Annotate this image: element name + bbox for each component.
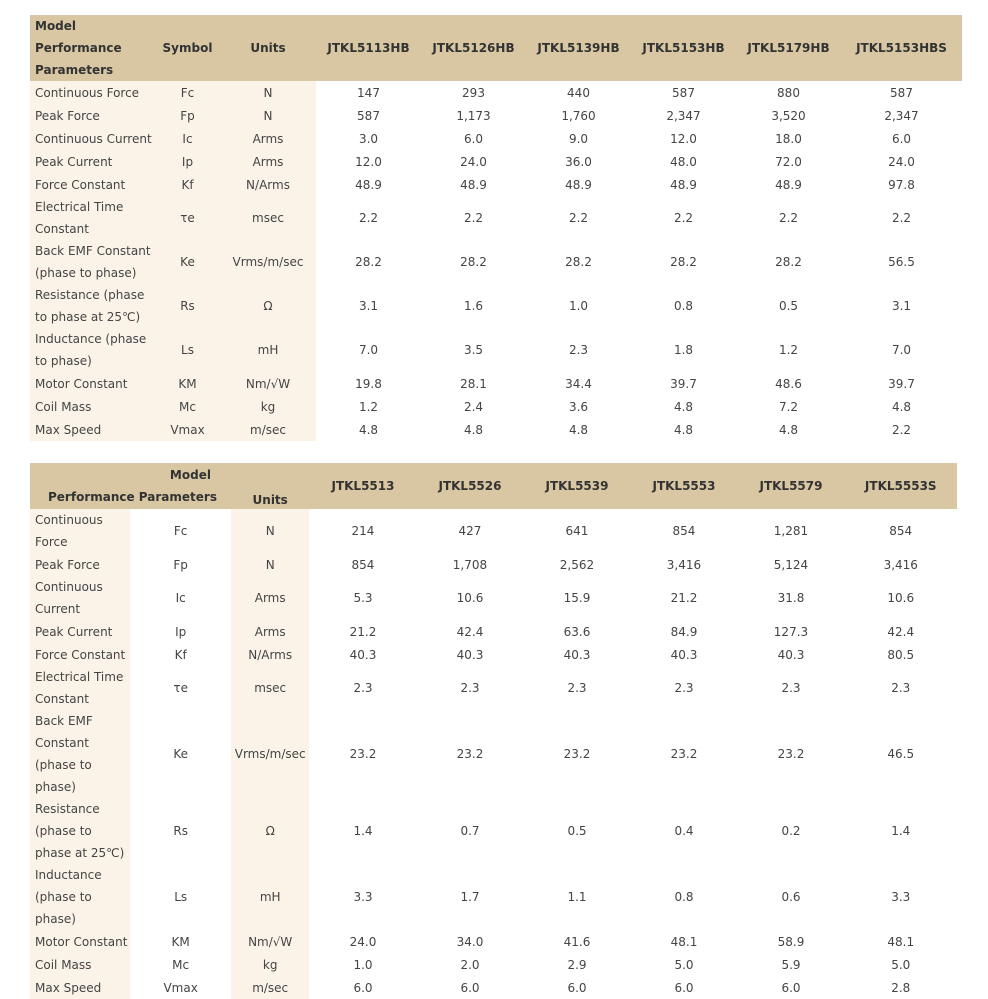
param-name: Coil Mass <box>30 395 155 418</box>
value-cell: 3.6 <box>568 399 589 414</box>
param-unit: N <box>220 81 316 104</box>
value-cell: 3,416 <box>666 557 702 572</box>
value-cell: 34.0 <box>456 934 484 949</box>
value-cell: 1,173 <box>456 108 491 123</box>
param-unit: kg <box>231 953 310 976</box>
param-unit: msec <box>231 666 310 710</box>
param-name: Coil Mass <box>30 953 130 976</box>
param-symbol: KM <box>155 372 220 395</box>
param-name: Max Speed <box>30 418 155 441</box>
param-symbol: Mc <box>155 395 220 418</box>
param-symbol: Ic <box>175 591 186 605</box>
value-cell: 97.8 <box>888 177 915 192</box>
value-cell: 15.9 <box>563 591 591 605</box>
value-cell: 2,562 <box>559 557 595 572</box>
value-cell: 48.6 <box>775 376 802 391</box>
param-unit: Ω <box>231 798 310 864</box>
param-unit: N/Arms <box>231 643 310 666</box>
param-symbol: Rs <box>173 824 188 838</box>
param-unit: Nm/√W <box>231 930 310 953</box>
value-cell: 3.1 <box>358 299 379 313</box>
value-cell: 23.2 <box>349 747 377 761</box>
value-cell: 880 <box>777 85 800 100</box>
header-model: JTKL5513 <box>331 479 395 493</box>
value-cell: 2.2 <box>891 422 912 437</box>
value-cell: 4.8 <box>463 422 484 437</box>
table-row <box>30 798 957 864</box>
param-unit: N <box>231 509 310 553</box>
param-symbol: Fp <box>155 104 220 127</box>
value-cell: 5.0 <box>891 957 911 972</box>
value-cell: 3.5 <box>463 343 484 357</box>
value-cell: 39.7 <box>888 376 915 391</box>
value-cell: 7.2 <box>778 399 799 414</box>
value-cell: 2.3 <box>891 681 911 695</box>
param-symbol: Ls <box>155 328 220 372</box>
param-name: Resistance (phase to phase at 25℃) <box>30 798 130 864</box>
header-perf-line2: Parameters <box>35 63 114 77</box>
param-name: Peak Current <box>30 620 130 643</box>
value-cell: 1.6 <box>463 299 484 313</box>
value-cell: 12.0 <box>355 154 382 169</box>
table-row <box>30 81 962 104</box>
value-cell: 48.1 <box>887 934 915 949</box>
param-unit: kg <box>220 395 316 418</box>
param-symbol: Ls <box>174 890 188 904</box>
param-unit: msec <box>220 196 316 240</box>
param-name: Peak Force <box>30 553 130 576</box>
param-name: Inductance (phase to phase) <box>30 864 130 930</box>
param-symbol: Ip <box>175 624 187 639</box>
value-cell: 1,708 <box>452 557 488 572</box>
value-cell: 39.7 <box>670 376 697 391</box>
table-row <box>30 710 957 798</box>
value-cell: 1.7 <box>460 890 480 904</box>
value-cell: 36.0 <box>565 154 592 169</box>
value-cell: 28.2 <box>460 255 487 269</box>
value-cell: 48.1 <box>670 934 698 949</box>
value-cell: 63.6 <box>563 624 591 639</box>
table-row <box>30 127 962 150</box>
value-cell: 2,347 <box>666 108 701 123</box>
specs-table-base <box>30 463 957 999</box>
value-cell: 19.8 <box>355 376 382 391</box>
value-cell: 40.3 <box>349 647 377 662</box>
value-cell: 46.5 <box>887 747 915 761</box>
table-row <box>30 953 957 976</box>
table-row <box>30 104 962 127</box>
value-cell: 1.1 <box>567 890 587 904</box>
value-cell: 0.8 <box>674 890 694 904</box>
value-cell: 40.3 <box>456 647 484 662</box>
value-cell: 0.7 <box>460 824 480 838</box>
param-name: Motor Constant <box>30 930 130 953</box>
value-cell: 5.0 <box>674 957 694 972</box>
param-name: Continuous Force <box>30 81 155 104</box>
param-name: Back EMF Constant (phase to phase) <box>30 240 155 284</box>
value-cell: 0.5 <box>778 299 799 313</box>
value-cell: 48.0 <box>670 154 697 169</box>
header-units: Units <box>250 41 286 55</box>
param-unit: m/sec <box>231 976 310 999</box>
value-cell: 6.0 <box>567 980 587 995</box>
table-row <box>30 553 957 576</box>
value-cell: 3.3 <box>353 890 373 904</box>
value-cell: 42.4 <box>887 624 915 639</box>
value-cell: 48.9 <box>460 177 487 192</box>
header-model: JTKL5179HB <box>747 41 830 55</box>
param-name: Motor Constant <box>30 372 155 395</box>
value-cell: 587 <box>672 85 695 100</box>
table-row <box>30 666 957 710</box>
value-cell: 214 <box>351 524 375 538</box>
value-cell: 3.1 <box>891 299 912 313</box>
table-row <box>30 509 957 553</box>
value-cell: 1.4 <box>891 824 911 838</box>
value-cell: 6.0 <box>463 131 484 146</box>
value-cell: 0.5 <box>567 824 587 838</box>
value-cell: 2.2 <box>463 211 484 225</box>
param-unit: m/sec <box>220 418 316 441</box>
param-unit: N <box>231 553 310 576</box>
value-cell: 28.2 <box>565 255 592 269</box>
header-model: JTKL5153HBS <box>856 41 947 55</box>
value-cell: 9.0 <box>568 131 589 146</box>
param-unit: N/Arms <box>220 173 316 196</box>
param-unit: Vrms/m/sec <box>231 710 310 798</box>
value-cell: 1.4 <box>353 824 373 838</box>
value-cell: 4.8 <box>568 422 589 437</box>
value-cell: 28.1 <box>460 376 487 391</box>
value-cell: 641 <box>565 524 589 538</box>
param-symbol: Kf <box>174 647 187 662</box>
table-row <box>30 418 962 441</box>
param-symbol: Vmax <box>155 418 220 441</box>
param-symbol: Fc <box>155 81 220 104</box>
header-model: JTKL5579 <box>759 479 823 493</box>
value-cell: 1.0 <box>353 957 373 972</box>
value-cell: 2.4 <box>463 399 484 414</box>
value-cell: 2.3 <box>567 681 587 695</box>
value-cell: 3.3 <box>891 890 911 904</box>
param-symbol: Ke <box>173 747 188 761</box>
value-cell: 24.0 <box>888 154 915 169</box>
value-cell: 2.0 <box>460 957 480 972</box>
param-name: Inductance (phase to phase) <box>30 328 155 372</box>
param-symbol: Ke <box>155 240 220 284</box>
value-cell: 127.3 <box>773 624 809 639</box>
value-cell: 587 <box>357 108 380 123</box>
header-perf-label: Performance Parameters <box>48 490 217 504</box>
value-cell: 23.2 <box>456 747 484 761</box>
value-cell: 2.3 <box>568 343 589 357</box>
table-row <box>30 576 957 620</box>
value-cell: 6.0 <box>781 980 801 995</box>
header-units: Units <box>252 493 288 507</box>
value-cell: 2.9 <box>567 957 587 972</box>
table-row <box>30 372 962 395</box>
value-cell: 18.0 <box>775 131 802 146</box>
value-cell: 7.0 <box>891 343 912 357</box>
value-cell: 147 <box>357 85 380 100</box>
value-cell: 6.0 <box>674 980 694 995</box>
table-row <box>30 196 962 240</box>
value-cell: 40.3 <box>563 647 591 662</box>
value-cell: 12.0 <box>670 131 697 146</box>
param-symbol: Mc <box>172 957 190 972</box>
value-cell: 10.6 <box>456 591 484 605</box>
header-perf-line1: Performance <box>35 41 122 55</box>
value-cell: 80.5 <box>887 647 915 662</box>
table-row <box>30 240 962 284</box>
value-cell: 3,416 <box>883 557 918 572</box>
value-cell: 1,281 <box>773 524 809 538</box>
value-cell: 28.2 <box>355 255 382 269</box>
value-cell: 24.0 <box>349 934 377 949</box>
param-symbol: τe <box>173 681 188 695</box>
value-cell: 72.0 <box>775 154 802 169</box>
param-unit: Arms <box>231 576 310 620</box>
table-row <box>30 284 962 328</box>
value-cell: 7.0 <box>358 343 379 357</box>
value-cell: 10.6 <box>887 591 915 605</box>
param-name: Back EMF Constant (phase to phase) <box>30 710 130 798</box>
value-cell: 2.2 <box>778 211 799 225</box>
param-unit: Arms <box>220 150 316 173</box>
param-symbol: Vmax <box>163 980 198 995</box>
value-cell: 2.2 <box>358 211 379 225</box>
value-cell: 58.9 <box>777 934 805 949</box>
value-cell: 587 <box>890 85 913 100</box>
header-model: JTKL5553S <box>864 479 937 493</box>
param-name: Resistance (phase to phase at 25℃) <box>30 284 155 328</box>
value-cell: 6.0 <box>460 980 480 995</box>
param-name: Continuous Force <box>30 509 130 553</box>
value-cell: 2.2 <box>673 211 694 225</box>
value-cell: 2.3 <box>781 681 801 695</box>
value-cell: 28.2 <box>670 255 697 269</box>
value-cell: 5.9 <box>781 957 801 972</box>
value-cell: 84.9 <box>670 624 698 639</box>
param-unit: Nm/√W <box>220 372 316 395</box>
specs-table-hb <box>30 15 962 441</box>
table-row <box>30 643 957 666</box>
value-cell: 48.9 <box>775 177 802 192</box>
param-name: Max Speed <box>30 976 130 999</box>
value-cell: 854 <box>351 557 375 572</box>
value-cell: 2.3 <box>460 681 480 695</box>
value-cell: 2,347 <box>884 108 919 123</box>
value-cell: 5.3 <box>353 591 373 605</box>
param-name: Force Constant <box>30 173 155 196</box>
param-unit: Ω <box>220 284 316 328</box>
value-cell: 6.0 <box>891 131 912 146</box>
value-cell: 23.2 <box>777 747 805 761</box>
header-model: JTKL5526 <box>438 479 502 493</box>
value-cell: 440 <box>567 85 590 100</box>
header-model: JTKL5553 <box>652 479 716 493</box>
param-name: Peak Current <box>30 150 155 173</box>
param-unit: mH <box>231 864 310 930</box>
table-row <box>30 328 962 372</box>
param-symbol: Rs <box>155 284 220 328</box>
param-name: Continuous Current <box>30 127 155 150</box>
value-cell: 0.6 <box>781 890 801 904</box>
value-cell: 427 <box>458 524 482 538</box>
header-symbol: Symbol <box>162 41 213 55</box>
value-cell: 2.8 <box>891 980 911 995</box>
value-cell: 854 <box>672 524 696 538</box>
table-header-row <box>30 15 962 81</box>
value-cell: 4.8 <box>778 422 799 437</box>
value-cell: 2.3 <box>353 681 373 695</box>
value-cell: 1.0 <box>568 299 589 313</box>
value-cell: 31.8 <box>777 591 805 605</box>
param-unit: Arms <box>220 127 316 150</box>
value-cell: 48.9 <box>355 177 382 192</box>
value-cell: 24.0 <box>460 154 487 169</box>
value-cell: 4.8 <box>673 399 694 414</box>
value-cell: 1,760 <box>561 108 596 123</box>
param-unit: Arms <box>231 620 310 643</box>
value-cell: 3.0 <box>358 131 379 146</box>
value-cell: 293 <box>462 85 485 100</box>
param-unit: Vrms/m/sec <box>220 240 316 284</box>
value-cell: 48.9 <box>565 177 592 192</box>
value-cell: 21.2 <box>349 624 377 639</box>
param-name: Force Constant <box>30 643 130 666</box>
value-cell: 23.2 <box>563 747 591 761</box>
param-symbol: KM <box>171 934 190 949</box>
param-name: Peak Force <box>30 104 155 127</box>
value-cell: 1.2 <box>778 343 799 357</box>
header-model: JTKL5153HB <box>642 41 725 55</box>
value-cell: 23.2 <box>670 747 698 761</box>
value-cell: 4.8 <box>673 422 694 437</box>
value-cell: 1.8 <box>673 343 694 357</box>
value-cell: 40.3 <box>670 647 698 662</box>
param-unit: N <box>220 104 316 127</box>
table-row <box>30 976 957 999</box>
value-cell: 56.5 <box>888 255 915 269</box>
value-cell: 6.0 <box>353 980 373 995</box>
param-symbol: Fc <box>173 524 188 538</box>
header-model: JTKL5539 <box>545 479 609 493</box>
header-model: JTKL5113HB <box>327 41 410 55</box>
value-cell: 4.8 <box>358 422 379 437</box>
value-cell: 48.9 <box>670 177 697 192</box>
value-cell: 0.4 <box>674 824 694 838</box>
value-cell: 0.2 <box>781 824 801 838</box>
value-cell: 28.2 <box>775 255 802 269</box>
table-row <box>30 620 957 643</box>
header-params-cell <box>30 463 231 509</box>
value-cell: 40.3 <box>777 647 805 662</box>
value-cell: 854 <box>889 524 913 538</box>
table-row <box>30 173 962 196</box>
value-cell: 41.6 <box>563 934 591 949</box>
param-name: Continuous Current <box>30 576 130 620</box>
value-cell: 2.2 <box>568 211 589 225</box>
table-row <box>30 395 962 418</box>
value-cell: 34.4 <box>565 376 592 391</box>
value-cell: 2.3 <box>674 681 694 695</box>
header-model: JTKL5126HB <box>432 41 515 55</box>
header-params-cell <box>30 15 155 81</box>
table-header-row <box>30 463 957 509</box>
param-symbol: Fp <box>173 557 188 572</box>
table-row <box>30 150 962 173</box>
value-cell: 5,124 <box>773 557 809 572</box>
value-cell: 4.8 <box>891 399 912 414</box>
value-cell: 21.2 <box>670 591 698 605</box>
header-model: JTKL5139HB <box>537 41 620 55</box>
param-name: Electrical Time Constant <box>30 196 155 240</box>
param-unit: mH <box>220 328 316 372</box>
param-symbol: Ic <box>155 127 220 150</box>
table-row <box>30 864 957 930</box>
value-cell: 42.4 <box>456 624 484 639</box>
value-cell: 3,520 <box>771 108 806 123</box>
param-symbol: τe <box>155 196 220 240</box>
param-symbol: Ip <box>155 150 220 173</box>
param-symbol: Kf <box>155 173 220 196</box>
header-model-label: Model <box>169 468 211 482</box>
value-cell: 2.2 <box>891 211 912 225</box>
param-name: Electrical Time Constant <box>30 666 130 710</box>
table-row <box>30 930 957 953</box>
value-cell: 1.2 <box>358 399 379 414</box>
value-cell: 0.8 <box>673 299 694 313</box>
header-model-label: Model <box>35 19 77 33</box>
